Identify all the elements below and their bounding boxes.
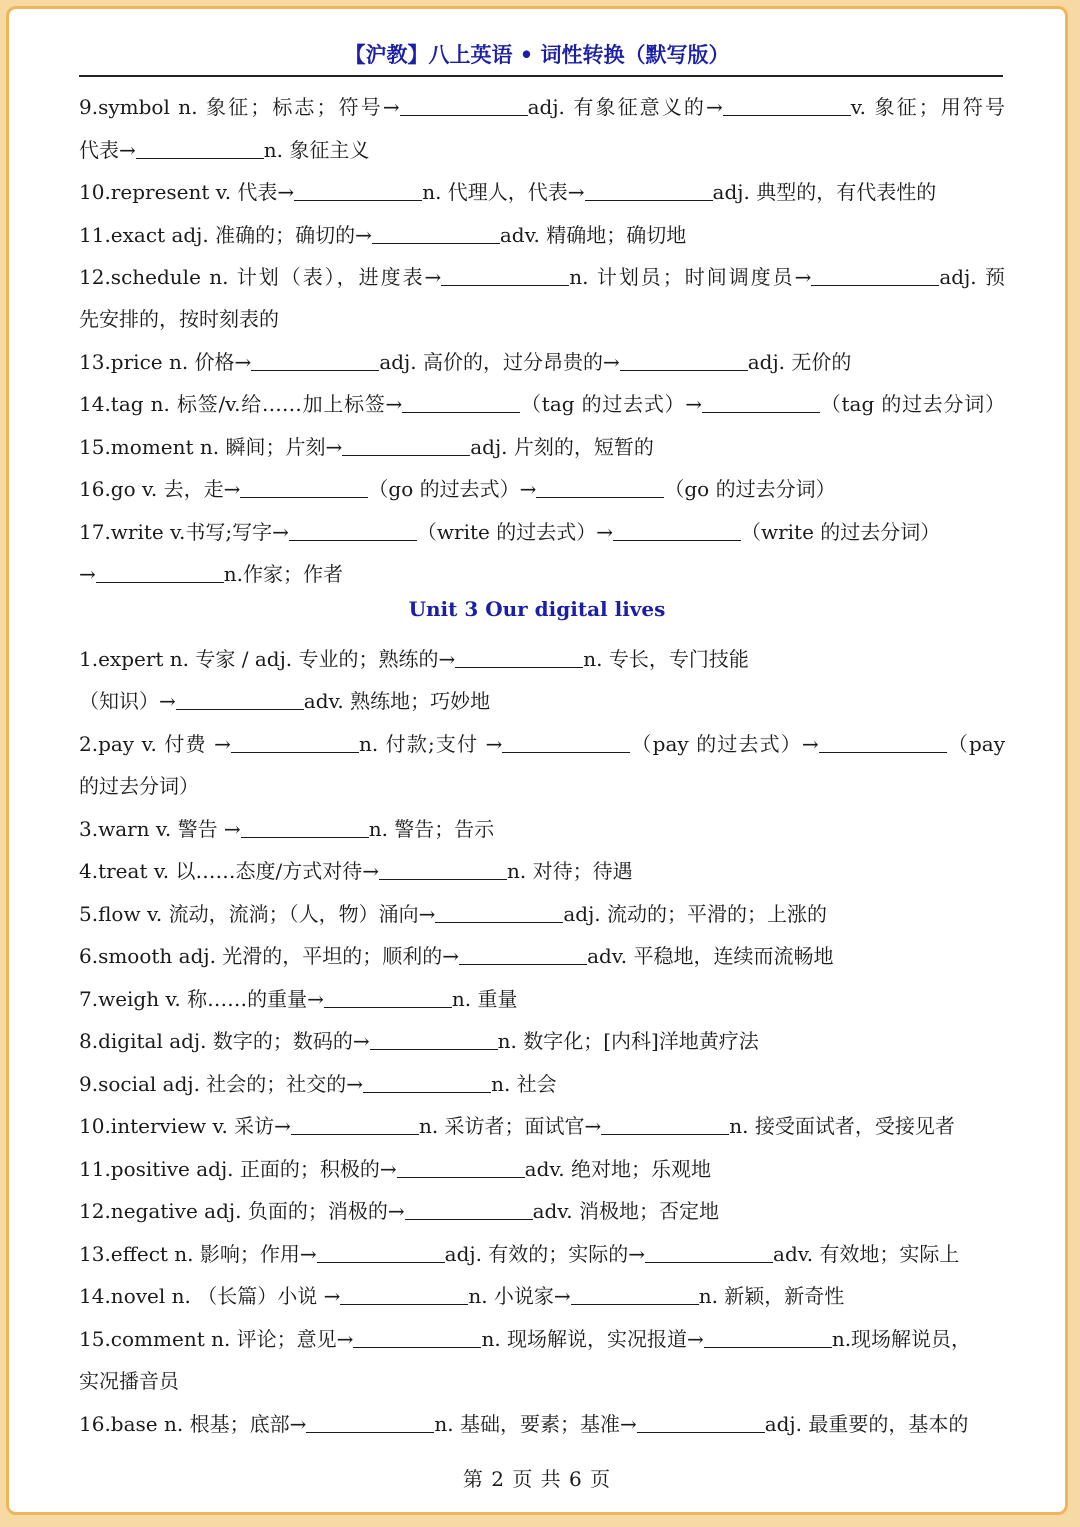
answer-blank[interactable] [811, 265, 939, 286]
exercise-line-u4: 4.treat v. 以……态度/方式对待→ n. 对待；待遇 [79, 859, 633, 883]
exercise-line-12: 12.schedule n. 计划（表），进度表→ n. 计划员；时间调度员→ adj. 预 [79, 265, 1005, 289]
exercise-line-u11: 11.positive adj. 正面的；积极的→ adv. 绝对地；乐观地 [79, 1157, 712, 1181]
exercise-line-14: 14.tag n. 标签/v.给……加上标签→ （tag 的过去式）→ （tag 的过去分词） [79, 392, 1005, 416]
answer-blank[interactable] [96, 562, 224, 583]
exercise-line-u15-cont: 实况播音员 [79, 1369, 179, 1393]
answer-blank[interactable] [241, 817, 369, 838]
exercise-line-11: 11.exact adj. 准确的；确切的→ adv. 精确地；确切地 [79, 223, 687, 247]
exercise-line-13: 13.price n. 价格→ adj. 高价的，过分昂贵的→ adj. 无价的 [79, 350, 852, 374]
unit-heading: Unit 3 Our digital lives [408, 597, 666, 621]
page-header-title: 【沪教】八上英语 • 词性转换（默写版） [344, 42, 730, 67]
answer-blank[interactable] [370, 1029, 498, 1050]
answer-blank[interactable] [637, 1412, 765, 1433]
answer-blank[interactable] [536, 477, 664, 498]
exercise-line-17: 17.write v.书写;写字→ （write 的过去式）→ （write 的过去分词） [79, 520, 941, 544]
answer-blank[interactable] [402, 392, 520, 413]
exercise-line-u8: 8.digital adj. 数字的；数码的→ n. 数字化；[内科]洋地黄疗法 [79, 1029, 759, 1053]
answer-blank[interactable] [459, 944, 587, 965]
answer-blank[interactable] [645, 1242, 773, 1263]
answer-blank[interactable] [571, 1284, 699, 1305]
answer-blank[interactable] [819, 732, 947, 753]
exercise-line-u14: 14.novel n. （长篇）小说 → n. 小说家→ n. 新颖，新奇性 [79, 1284, 845, 1308]
answer-blank[interactable] [435, 902, 563, 923]
answer-blank[interactable] [251, 350, 379, 371]
answer-blank[interactable] [405, 1199, 533, 1220]
answer-blank[interactable] [294, 180, 422, 201]
exercise-line-u6: 6.smooth adj. 光滑的，平坦的；顺利的→ adv. 平稳地，连续而流畅地 [79, 944, 834, 968]
answer-blank[interactable] [340, 1284, 468, 1305]
answer-blank[interactable] [702, 392, 820, 413]
answer-blank[interactable] [502, 732, 630, 753]
answer-blank[interactable] [400, 95, 528, 116]
answer-blank[interactable] [363, 1072, 491, 1093]
answer-blank[interactable] [585, 180, 713, 201]
answer-blank[interactable] [613, 520, 741, 541]
exercise-line-17-cont: → n.作家；作者 [79, 562, 344, 586]
exercise-line-9: 9.symbol n. 象征；标志；符号→ adj. 有象征意义的→ v. 象征；用符号 [79, 95, 1006, 119]
exercise-line-9-cont: 代表→ n. 象征主义 [79, 138, 370, 162]
answer-blank[interactable] [306, 1412, 434, 1433]
exercise-line-10: 10.represent v. 代表→ n. 代理人，代表→ adj. 典型的，有代表性的 [79, 180, 937, 204]
exercise-line-u5: 5.flow v. 流动，流淌；（人，物）涌向→ adj. 流动的；平滑的；上涨的 [79, 902, 827, 926]
exercise-line-u12: 12.negative adj. 负面的；消极的→ adv. 消极地；否定地 [79, 1199, 719, 1223]
exercise-line-16: 16.go v. 去，走→ （go 的过去式）→ （go 的过去分词） [79, 477, 836, 501]
answer-blank[interactable] [136, 138, 264, 159]
exercise-line-u1-cont: （知识）→ adv. 熟练地；巧妙地 [79, 689, 491, 713]
header-divider [79, 75, 1003, 77]
answer-blank[interactable] [317, 1242, 445, 1263]
answer-blank[interactable] [441, 265, 569, 286]
exercise-line-u9: 9.social adj. 社会的；社交的→ n. 社会 [79, 1072, 557, 1096]
exercise-line-u15: 15.comment n. 评论；意见→ n. 现场解说，实况报道→ n.现场解说员， [79, 1327, 972, 1351]
answer-blank[interactable] [620, 350, 748, 371]
answer-blank[interactable] [353, 1327, 481, 1348]
answer-blank[interactable] [231, 732, 359, 753]
answer-blank[interactable] [289, 520, 417, 541]
answer-blank[interactable] [723, 95, 851, 116]
exercise-line-u7: 7.weigh v. 称……的重量→ n. 重量 [79, 987, 518, 1011]
exercise-line-12-cont: 先安排的，按时刻表的 [79, 307, 279, 331]
answer-blank[interactable] [176, 689, 304, 710]
exercise-line-u2: 2.pay v. 付费 → n. 付款;支付 → （pay 的过去式）→ （pay [79, 732, 1005, 756]
exercise-line-15: 15.moment n. 瞬间；片刻→ adj. 片刻的，短暂的 [79, 435, 654, 459]
answer-blank[interactable] [342, 435, 470, 456]
exercise-line-u3: 3.warn v. 警告 → n. 警告；告示 [79, 817, 495, 841]
answer-blank[interactable] [291, 1114, 419, 1135]
exercise-line-u13: 13.effect n. 影响；作用→ adj. 有效的；实际的→ adv. 有效地；实际上 [79, 1242, 960, 1266]
answer-blank[interactable] [601, 1114, 729, 1135]
worksheet-page [6, 6, 1068, 1515]
exercise-line-u1: 1.expert n. 专家 / adj. 专业的；熟练的→ n. 专长，专门技能 [79, 647, 749, 671]
answer-blank[interactable] [704, 1327, 832, 1348]
answer-blank[interactable] [455, 647, 583, 668]
answer-blank[interactable] [379, 859, 507, 880]
exercise-line-u2-cont: 的过去分词） [79, 774, 199, 798]
exercise-line-u10: 10.interview v. 采访→ n. 采访者；面试官→ n. 接受面试者，受接见者 [79, 1114, 955, 1138]
page-number: 第 2 页 共 6 页 [462, 1467, 612, 1491]
answer-blank[interactable] [324, 987, 452, 1008]
answer-blank[interactable] [240, 477, 368, 498]
answer-blank[interactable] [372, 223, 500, 244]
answer-blank[interactable] [397, 1157, 525, 1178]
exercise-line-u16: 16.base n. 根基；底部→ n. 基础，要素；基准→ adj. 最重要的，基本的 [79, 1412, 969, 1436]
